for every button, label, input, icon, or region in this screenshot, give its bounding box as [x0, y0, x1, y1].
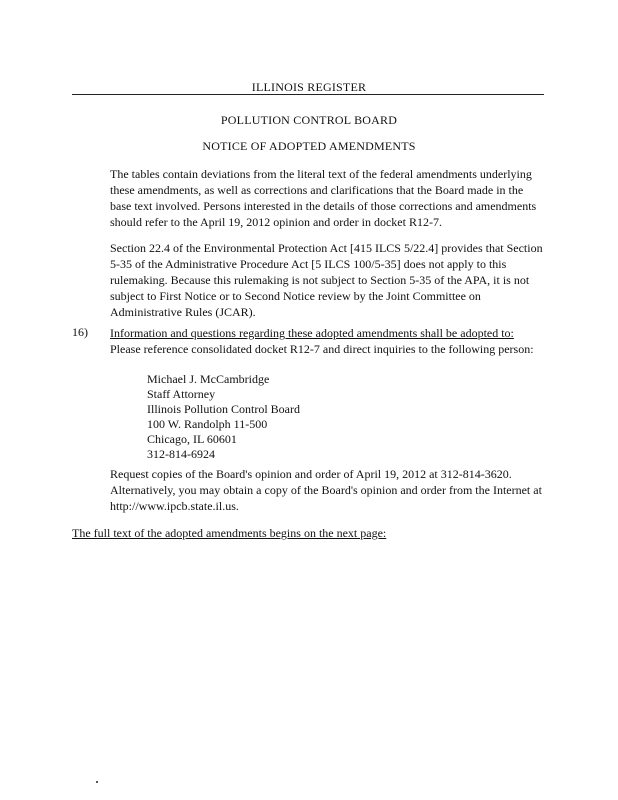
information-text: Please reference consolidated docket R12-7 and direct inquiries to the following person:	[110, 342, 534, 356]
contact-name: Michael J. McCambridge	[147, 372, 270, 386]
paragraph-information	[110, 325, 546, 357]
contact-address: 100 W. Randolph 11-500	[147, 417, 268, 431]
scan-mark	[96, 781, 98, 783]
notice-title: NOTICE OF ADOPTED AMENDMENTS	[202, 139, 416, 153]
paragraph-full-text: The full text of the adopted amendments begins on the next page:	[72, 526, 387, 540]
information-heading: Information and questions regarding these adopted amendments shall be adopted to:	[110, 326, 514, 340]
contact-city: Chicago, IL 60601	[147, 432, 237, 446]
item-number: 16)	[72, 325, 88, 339]
paragraph-request-copies: Request copies of the Board's opinion and order of April 19, 2012 at 312-814-3620. Alternatively, you may obtain a copy of the Board's opinion and order from the Internet at http://www.ipcb.state.il.us.	[110, 467, 542, 513]
paragraph-tables: The tables contain deviations from the literal text of the federal amendments underlying these amendments, as well as corrections and clarifications that the Board made in the base text involved. Persons interested in the details of those corrections and amendments should refer to the April 19, 2012 opinion and order in docket R12-7.	[110, 167, 537, 229]
contact-organization: Illinois Pollution Control Board	[147, 402, 301, 416]
contact-phone: 312-814-6924	[147, 447, 215, 461]
register-title: ILLINOIS REGISTER	[251, 80, 367, 94]
contact-block	[147, 372, 300, 462]
paragraph-section-22-4: Section 22.4 of the Environmental Protection Act [415 ILCS 5/22.4] provides that Section 5-35 of the Administrative Procedure Act [5 ILCS 100/5-35] does not apply to this rulemaking. Because this rulemaking is not subject to Section 5-35 of the APA, it is not subject to First Notice or to Second Notice review by the Joint Committee on Administrative Rules (JCAR).	[110, 241, 543, 319]
contact-title: Staff Attorney	[147, 387, 216, 401]
agency-title: POLLUTION CONTROL BOARD	[220, 113, 398, 127]
header-rule	[72, 94, 544, 95]
